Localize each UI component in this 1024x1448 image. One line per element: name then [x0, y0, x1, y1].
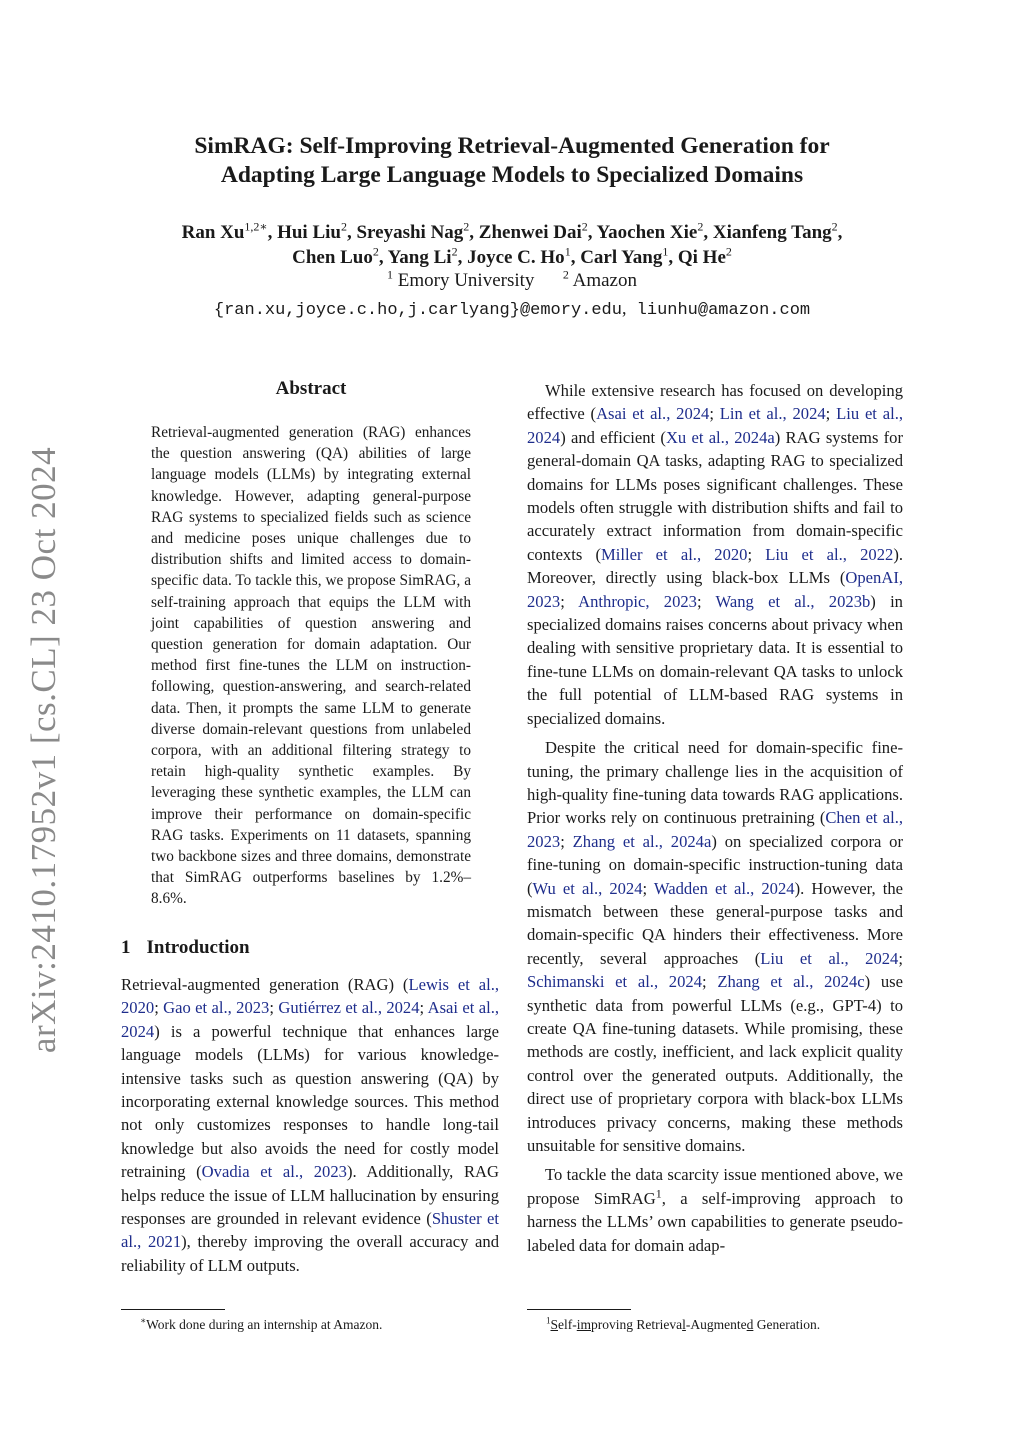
introduction-right-column [527, 379, 903, 1257]
footnote-text: Work done during an internship at Amazon. [146, 1317, 383, 1332]
email-emory: {ran.xu,joyce.c.ho,j.carlyang}@emory.edu [213, 301, 622, 320]
author-affiliation-sup: 2 [831, 219, 838, 234]
affiliation-marker-2: 2 [562, 267, 569, 282]
footnote-rule-right [527, 1309, 631, 1310]
citation-link[interactable]: Wadden et al., 2024 [653, 878, 795, 898]
citation-link[interactable]: Liu et al., 2024 [760, 948, 899, 968]
author-name: Joyce C. Ho [467, 247, 565, 268]
author-name: Ran Xu [181, 222, 245, 243]
author-line-2: Chen Luo$^2$, Yang Li$^2$, Joyce C. Ho$^1$, Carl Yang$^1$, Qi He$^2$ [292, 244, 732, 268]
affiliation-amazon: Amazon [572, 270, 637, 291]
citation-link[interactable]: Asai et al., 2024 [121, 998, 499, 1041]
paper-title [100, 132, 924, 190]
author-name: Qi He [677, 247, 726, 268]
email-separator: , [621, 298, 627, 318]
title-line-1: SimRAG: Self-Improving Retrieval-Augmented Generation for [194, 133, 830, 159]
author-affiliation-sup: 1,2∗ [244, 219, 268, 234]
author-name: Zhenwei Dai [478, 222, 582, 243]
author-name: Hui Liu [277, 222, 341, 243]
citation-link[interactable]: Schimanski et al., 2024 [527, 972, 702, 992]
author-name: Chen Luo [292, 247, 373, 268]
author-name: Carl Yang [580, 247, 663, 268]
footnote-text: Self-improving Retrieval-Augmented Generation. [550, 1317, 821, 1332]
author-name: Sreyashi Nag [356, 222, 464, 243]
author-affiliation-sup: 2 [451, 244, 458, 259]
abstract-text: Retrieval-augmented generation (RAG) enhances the question answering (QA) abilities of large language models (LLMs) by integrating external knowledge. However, adapting general-purpose RAG systems to specialized fields such as science and medicine poses unique challenges due to distribution shifts and limited access to domain-specific data. To tackle this, we propose SimRAG, a self-training approach that equips the LLM with joint capabilities of question answering and question generation for domain adaptation. Our method first fine-tunes the LLM on instruction-following, question-answering, and search-related data. Then, it prompts the same LLM to generate diverse domain-relevant questions from unlabeled corpora, with an additional filtering strategy to retain high-quality synthetic examples. By leveraging these synthetic examples, the LLM can improve their performance on domain-specific RAG tasks. Experiments on 11 datasets, spanning two backbone sizes and three domains, demonstrate that SimRAG outperforms baselines by 1.2%–8.6%. [151, 424, 471, 908]
citation-link[interactable]: Zhang et al., 2024c [717, 972, 865, 992]
author-line-1: Ran $Xu^{1,2∗}$, Hui Liu$^2$, Sreyashi Nag$^2$, Zhenwei Dai$^2$, Yaochen Xie$^2$, Xianfeng Tang$^2$, [181, 219, 843, 243]
citation-link[interactable]: Liu et al., 2022 [765, 544, 894, 564]
footnote-rule-left [121, 1309, 225, 1310]
author-emails [100, 297, 924, 322]
citation-link[interactable]: Gutiérrez et al., 2024 [278, 998, 420, 1018]
author-name: Xianfeng Tang [712, 222, 832, 243]
citation-link[interactable]: Wu et al., 2024 [532, 878, 643, 898]
citation-link[interactable]: Zhang et al., 2024a [572, 831, 712, 851]
footnote-mark-1: 1 [546, 1315, 551, 1326]
author-affiliation-sup: 2 [697, 219, 704, 234]
citation-link[interactable]: Asai et al., 2024 [596, 404, 710, 424]
footnote-internship [140, 1317, 382, 1333]
citation-link[interactable]: Wang et al., 2023b [715, 591, 871, 611]
arxiv-identifier-stamp: arXiv:2410.17952v1 [cs.CL] 23 Oct 2024 [24, 446, 63, 1054]
email-amazon: liunhu@amazon.com [636, 301, 811, 320]
citation-link[interactable]: Shuster et al., 2021 [121, 1209, 500, 1252]
citation-link[interactable]: Anthropic, 2023 [578, 591, 697, 611]
section-title: Introduction [146, 937, 250, 958]
affiliations [100, 269, 924, 293]
citation-link[interactable]: Gao et al., 2023 [163, 998, 270, 1018]
intro-paragraph: Despite the critical need for domain-specific fine-tuning, the primary challenge lies in the acquisition of high-quality fine-tuning data towards RAG applications. Prior works rely on continuous pretraining (Chen et al., 2023; Zhang et al., 2024a) on specialized corpora or fine-tuning on domain-specific instruction-tuning data (Wu et al., 2024; Wadden et al., 2024). However, the mismatch between these general-purpose tasks and domain-specific QA hinders their effectiveness. More recently, several approaches (Liu et al., 2024; Schimanski et al., 2024; Zhang et al., 2024c) use synthetic data from powerful LLMs (e.g., GPT-4) to create QA fine-tuning datasets. While promising, these methods are costly, inefficient, and lack explicit quality control over the generated outputs. Additionally, the direct use of proprietary corpora with black-box LLMs introduces privacy concerns, making these methods unsuitable for sensitive domains. [527, 738, 904, 1155]
intro-paragraph: To tackle the data scarcity issue mentioned above, we propose SimRAG$^1$, a self-improving approach to harness the LLMs’ own capabilities to generate pseudo-labeled data for domain adap- [527, 1165, 903, 1255]
author-affiliation-sup: 2 [581, 219, 588, 234]
footnote-simrag-acronym [546, 1317, 820, 1333]
affiliation-emory: Emory University [397, 270, 535, 291]
citation-link[interactable]: Ovadia et al., 2023 [201, 1162, 347, 1182]
citation-link[interactable]: Lin et al., 2024 [719, 404, 826, 424]
author-list [100, 220, 924, 270]
citation-link[interactable]: Chen et al., 2023 [527, 808, 903, 851]
author-name: Yang Li [387, 247, 452, 268]
citation-link[interactable]: Lewis et al., 2020 [121, 975, 499, 1018]
title-line-2: Adapting Large Language Models to Specialized Domains [220, 162, 804, 188]
author-affiliation-sup: 2 [340, 219, 347, 234]
citation-link[interactable]: OpenAI, 2023 [527, 568, 903, 611]
introduction-left-column [121, 973, 499, 1277]
section-number: 1 [121, 937, 131, 958]
author-affiliation-sup: 1 [564, 244, 571, 259]
author-affiliation-sup: 2 [372, 244, 379, 259]
section-heading-introduction [121, 937, 250, 959]
intro-paragraph: While extensive research has focused on developing effective (Asai et al., 2024; Lin et al., 2024; Liu et al., 2024) and efficient (Xu et al., 2024a) RAG systems for general-domain QA tasks, adapting RAG to specialized domains for LLMs poses significant challenges. These models often struggle with distribution shifts and fail to accurately extract information from domain-specific contexts (Miller et al., 2020; Liu et al., 2022). Moreover, directly using black-box LLMs (OpenAI, 2023; Anthropic, 2023; Wang et al., 2023b) in specialized domains raises concerns about privacy when dealing with sensitive proprietary data. It is essential to fine-tune LLMs on domain-relevant QA tasks to unlock the full potential of LLM-based RAG systems in specialized domains. [527, 381, 903, 728]
author-affiliation-sup: 2 [725, 244, 732, 259]
author-affiliation-sup: 2 [463, 219, 470, 234]
affiliation-marker-1: 1 [386, 267, 393, 282]
citation-link[interactable]: Xu et al., 2024a [665, 427, 775, 447]
citation-link[interactable]: Liu et al., 2024 [527, 404, 903, 447]
author-name: Yaochen Xie [596, 222, 698, 243]
footnote-mark-star: ∗ [140, 1315, 147, 1326]
intro-paragraph: Retrieval-augmented generation (RAG) (Lewis et al., 2020; Gao et al., 2023; Gutiérrez et al., 2024; Asai et al., 2024) is a powerful technique that enhances large language models (LLMs) for various knowledge-intensive tasks such as question answering (QA) by incorporating external knowledge sources. This method not only customizes responses to handle long-tail knowledge but also avoids the need for costly model retraining (Ovadia et al., 2023). Additionally, RAG helps reduce the issue of LLM hallucination by ensuring responses are grounded in relevant evidence (Shuster et al., 2021), thereby improving the overall accuracy and reliability of LLM outputs. [121, 975, 500, 1275]
abstract-heading: Abstract [275, 378, 347, 399]
author-affiliation-sup: 1 [662, 244, 669, 259]
footnote-reference[interactable]: 1 [655, 1186, 662, 1201]
citation-link[interactable]: Miller et al., 2020 [601, 544, 748, 564]
